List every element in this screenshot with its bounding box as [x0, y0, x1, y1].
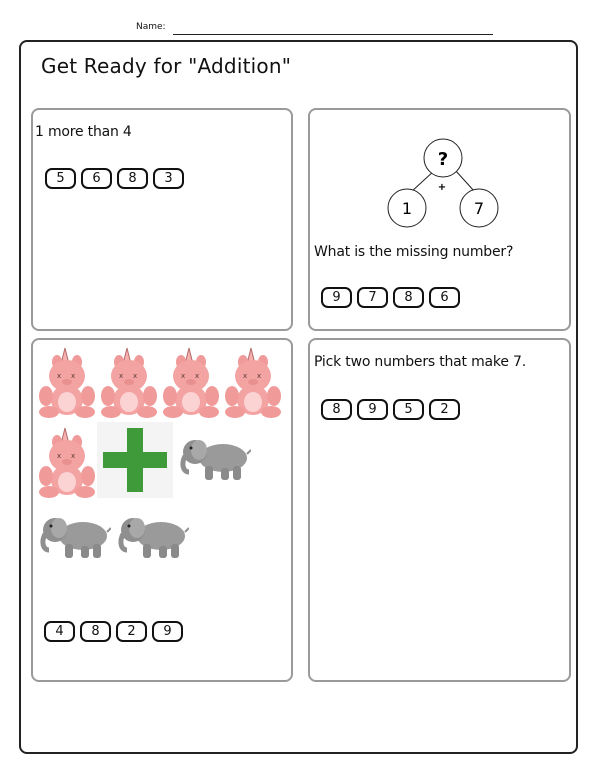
- question-2-panel: [308, 108, 571, 331]
- question-2-choices: [321, 287, 460, 308]
- question-3-choices: [44, 621, 183, 642]
- name-label: Name:: [136, 22, 166, 32]
- unicorn-icon: [223, 346, 283, 418]
- plus-sign-icon: [97, 422, 173, 498]
- answer-choice[interactable]: 9: [152, 621, 183, 642]
- bond-right-value: 7: [473, 199, 485, 218]
- name-line[interactable]: [173, 34, 493, 35]
- page-title: Get Ready for "Addition": [41, 54, 292, 78]
- question-4-panel: [308, 338, 571, 682]
- elephant-icon: [37, 510, 111, 562]
- answer-choice[interactable]: 3: [153, 168, 184, 189]
- answer-choice[interactable]: 7: [357, 287, 388, 308]
- answer-choice[interactable]: 6: [429, 287, 460, 308]
- question-1-choices: [45, 168, 184, 189]
- answer-choice[interactable]: 9: [321, 287, 352, 308]
- answer-choice[interactable]: 8: [117, 168, 148, 189]
- answer-choice[interactable]: 9: [357, 399, 388, 420]
- question-4-text: Pick two numbers that make 7.: [314, 354, 526, 370]
- question-1-panel: [31, 108, 293, 331]
- answer-choice[interactable]: 5: [45, 168, 76, 189]
- answer-choice[interactable]: 5: [393, 399, 424, 420]
- number-bond-diagram: [385, 136, 505, 236]
- answer-choice[interactable]: 2: [429, 399, 460, 420]
- answer-choice[interactable]: 4: [44, 621, 75, 642]
- answer-choice[interactable]: 8: [321, 399, 352, 420]
- elephant-icon: [115, 510, 189, 562]
- worksheet: [19, 40, 578, 754]
- bond-operator: +: [437, 182, 447, 193]
- answer-choice[interactable]: 8: [80, 621, 111, 642]
- bond-left-value: 1: [401, 199, 413, 218]
- elephant-icon: [177, 432, 251, 484]
- answer-choice[interactable]: 6: [81, 168, 112, 189]
- question-3-panel: [31, 338, 293, 682]
- question-4-choices: [321, 399, 460, 420]
- unicorn-icon: [161, 346, 221, 418]
- answer-choice[interactable]: 2: [116, 621, 147, 642]
- question-1-text: 1 more than 4: [35, 124, 132, 140]
- unicorn-icon: [99, 346, 159, 418]
- unicorn-icon: [37, 426, 97, 498]
- bond-top-value: ?: [437, 149, 449, 170]
- unicorn-icon: [37, 346, 97, 418]
- question-2-text: What is the missing number?: [314, 244, 514, 260]
- answer-choice[interactable]: 8: [393, 287, 424, 308]
